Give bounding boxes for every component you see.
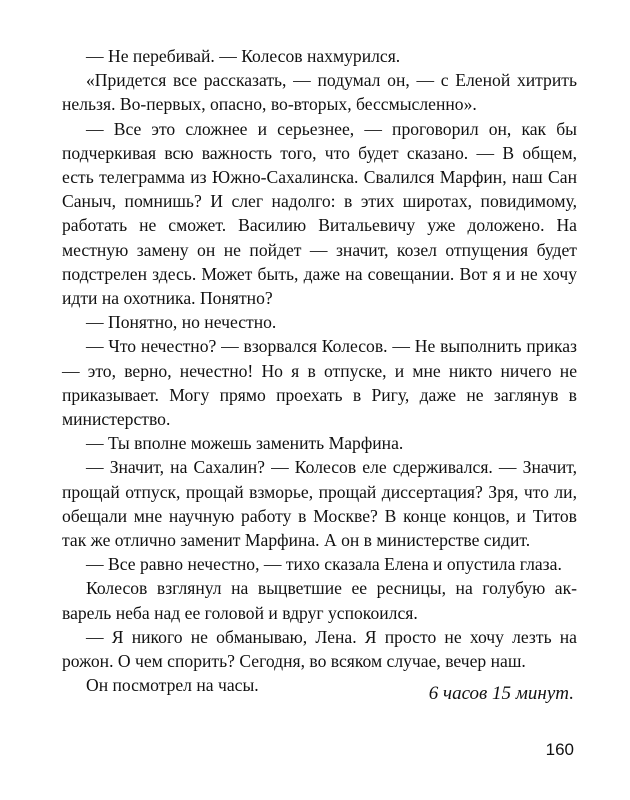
page-number: 160: [545, 740, 574, 759]
section-time-heading: 6 часов 15 минут.: [428, 683, 574, 704]
paragraph: — Понятно, но нечестно.: [86, 312, 277, 333]
paragraph: — Значит, на Сахалин? — Колесов еле сдерживался. — Значит, прощай отпуск, прощай взморье, прощай диссертация? Зря, что ли, обещали мне научную работу в Москве? В конце концов, и Титов так же отлично заменит Марфина. А он в министерстве сидит.: [62, 457, 577, 551]
paragraph: — Что нечестно? — взорвался Колесов. — Не выполнить приказ — это, верно, нечестно! Но я в отпуске, и мне никто ничего не приказывает. Могу прямо проехать в Ригу, даже не заглянув в министерство.: [62, 336, 577, 430]
body-text: [62, 44, 577, 697]
paragraph: — Все это сложнее и серьезнее, — проговорил он, как бы подчеркивая всю важность того, что будет сказано. — В общем, есть телеграмма из Южно-Сахалинска. Свалился Марфин, наш Сан Саныч, помнишь? И слег надолго: в этих широтах, повидимому, работать не сможет. Василию Витальевичу уже доложено. На местную замену он не пойдет — значит, козел отпущения будет подстрелен здесь. Может быть, даже на совещании. Вот я и не хочу идти на охотника. Понятно?: [62, 118, 577, 309]
paragraph: — Ты вполне можешь заменить Марфина.: [86, 433, 404, 454]
paragraph: Он посмотрел на часы.: [86, 675, 259, 696]
paragraph: — Не перебивай. — Колесов нахмурился.: [86, 46, 401, 66]
paragraph: Колесов взглянул на выцветшие ее ресницы, на голубую акварель неба над ее головой и вдруг успокоился.: [62, 578, 577, 623]
paragraph: — Все равно нечестно, — тихо сказала Елена и опустила глаза.: [86, 554, 562, 575]
paragraph: «Придется все рассказать, — подумал он, — с Еленой хитрить нельзя. Во-первых, опасно, во-вторых, бессмысленно».: [62, 70, 577, 115]
paragraph: — Я никого не обманываю, Лена. Я просто не хочу лезть на рожон. О чем спорить? Сегодня, во всяком случае, вечер наш.: [62, 626, 577, 672]
